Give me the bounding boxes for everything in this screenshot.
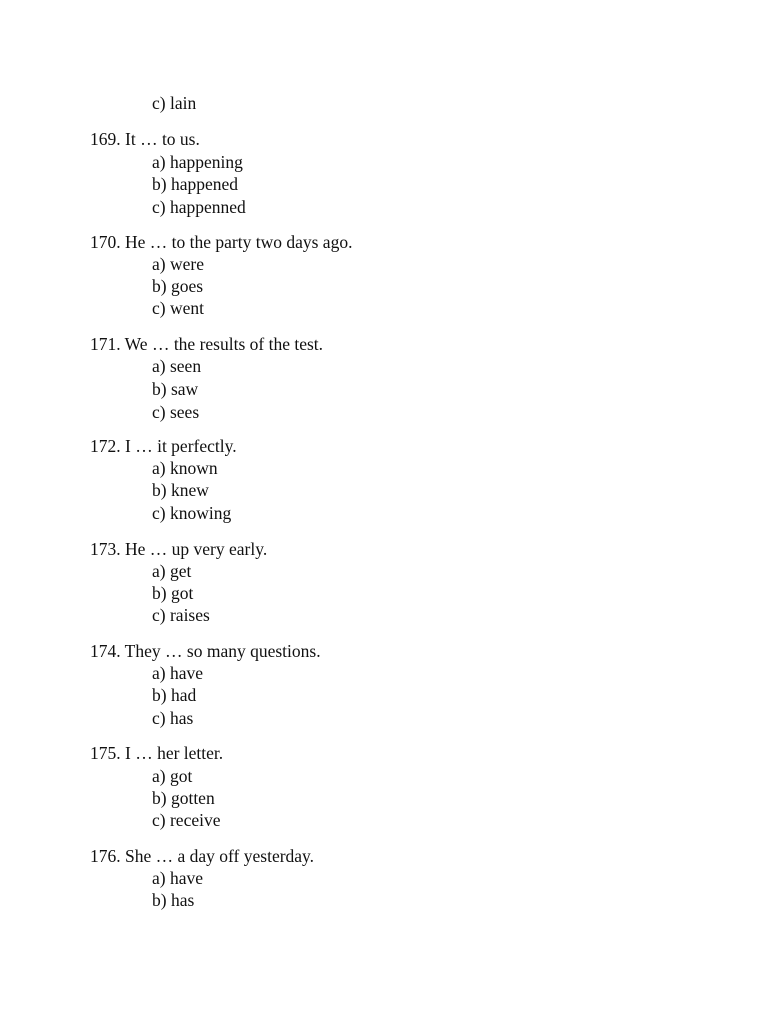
option-c: c) has [152,708,194,728]
option-b: b) happened [152,174,239,194]
option-a: a) happening [152,152,243,172]
option-a: a) have [152,663,204,683]
option-a: a) were [152,254,204,274]
option-c-lain: c) lain [152,93,197,113]
option-a: a) get [152,561,192,581]
question-175: 175. I … her letter. [90,743,224,763]
option-a: a) seen [152,356,202,376]
question-170: 170. He … to the party two days ago. [90,232,353,252]
option-c: c) knowing [152,503,232,523]
question-174: 174. They … so many questions. [90,641,321,661]
option-c: c) receive [152,810,221,830]
option-b: b) knew [152,480,209,500]
option-a: a) got [152,766,193,786]
option-b: b) goes [152,276,204,296]
option-b: b) has [152,890,195,910]
question-176: 176. She … a day off yesterday. [90,846,315,866]
option-b: b) saw [152,379,199,399]
question-171: 171. We … the results of the test. [90,334,324,354]
question-169: 169. It … to us. [90,129,200,149]
option-b: b) got [152,583,194,603]
option-b: b) gotten [152,788,215,808]
option-c: c) went [152,298,204,318]
option-a: a) known [152,458,218,478]
option-c: c) happenned [152,197,246,217]
question-173: 173. He … up very early. [90,539,268,559]
option-c: c) raises [152,605,210,625]
question-172: 172. I … it perfectly. [90,436,237,456]
option-b: b) had [152,685,197,705]
option-c: c) sees [152,402,200,422]
option-a: a) have [152,868,204,888]
